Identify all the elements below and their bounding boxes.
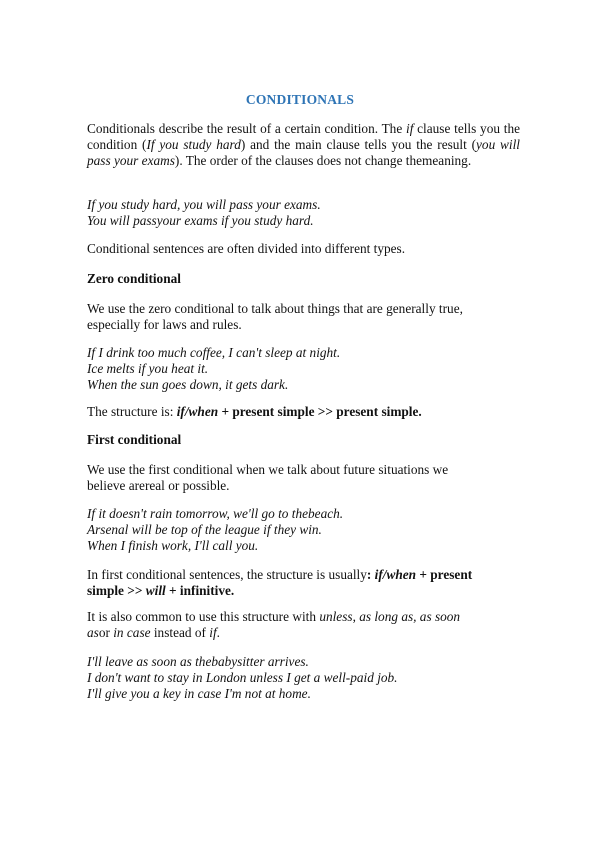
intro-text: Conditionals describe the result of a certain condition. The <box>87 121 406 136</box>
intro-italic-result: you will pass your exams <box>87 137 520 168</box>
example-sentence: When the sun goes down, it gets dark. <box>87 377 289 392</box>
example-sentence: When I finish work, I'll call you. <box>87 538 259 553</box>
example-sentence: Ice melts if you heat it. <box>87 361 209 376</box>
description-line: We use the zero conditional to talk about things that are generally true, <box>87 301 463 316</box>
description-line: especially for laws and rules. <box>87 317 242 332</box>
intro-paragraph <box>87 121 520 169</box>
structure-colon: : <box>366 567 375 582</box>
first-conditional-structure <box>87 567 520 599</box>
first-conditional-examples <box>87 506 520 554</box>
intro-text: ). The order of the clauses does not change themeaning. <box>174 153 472 168</box>
note-text: It is also common to use this structure with <box>87 609 320 624</box>
example-sentence: I'll give you a key in case I'm not at home. <box>87 686 311 701</box>
structure-will: will <box>145 583 166 598</box>
structure-if-when: if/when <box>176 404 219 419</box>
intro-examples <box>87 197 520 229</box>
structure-formula: simple >> <box>87 583 146 598</box>
zero-conditional-examples <box>87 345 520 393</box>
example-sentence: You will passyour exams if you study hard. <box>87 213 314 228</box>
zero-conditional-structure <box>87 404 520 420</box>
example-sentence: If it doesn't rain tomorrow, we'll go to thebeach. <box>87 506 344 521</box>
intro-text: clause tells you the condition ( <box>87 121 520 152</box>
structure-formula: + present <box>416 567 473 582</box>
note-text: , <box>352 609 360 624</box>
note-text: instead of <box>150 625 210 640</box>
example-sentence: I'll leave as soon as thebabysitter arrives. <box>87 654 309 669</box>
structure-lead: The structure is: <box>87 404 177 419</box>
note-text: or <box>98 625 114 640</box>
structure-formula: + present simple >> present simple. <box>218 404 422 419</box>
example-sentence: If you study hard, you will pass your exams. <box>87 197 321 212</box>
note-italic-as: as <box>87 625 99 640</box>
zero-conditional-description <box>87 301 520 333</box>
intro-text: ) and the main clause tells you the result ( <box>240 137 477 152</box>
page-title: CONDITIONALS <box>245 92 355 107</box>
zero-conditional-heading: Zero conditional <box>87 271 181 286</box>
first-conditional-heading: First conditional <box>87 432 182 447</box>
types-note: Conditional sentences are often divided into different types. <box>87 241 406 256</box>
note-italic-as-long-as: as long as, as soon <box>359 609 461 624</box>
description-line: We use the first conditional when we talk about future situations we <box>87 462 449 477</box>
note-italic-unless: unless <box>319 609 353 624</box>
note-text: . <box>216 625 220 640</box>
first-conditional-examples-2 <box>87 654 520 702</box>
description-line: believe arereal or possible. <box>87 478 230 493</box>
example-sentence: Arsenal will be top of the league if they win. <box>87 522 322 537</box>
example-sentence: I don't want to stay in London unless I get a well-paid job. <box>87 670 398 685</box>
example-sentence: If I drink too much coffee, I can't sleep at night. <box>87 345 341 360</box>
first-conditional-description <box>87 462 520 494</box>
intro-italic-condition: If you study hard <box>146 137 241 152</box>
structure-formula: + infinitive. <box>165 583 235 598</box>
first-conditional-common-note <box>87 609 520 641</box>
intro-italic-if: if <box>406 121 414 136</box>
structure-if-when: if/when <box>374 567 417 582</box>
structure-lead: In first conditional sentences, the structure is usually <box>87 567 367 582</box>
note-italic-in-case: in case <box>113 625 151 640</box>
note-italic-if: if <box>209 625 217 640</box>
